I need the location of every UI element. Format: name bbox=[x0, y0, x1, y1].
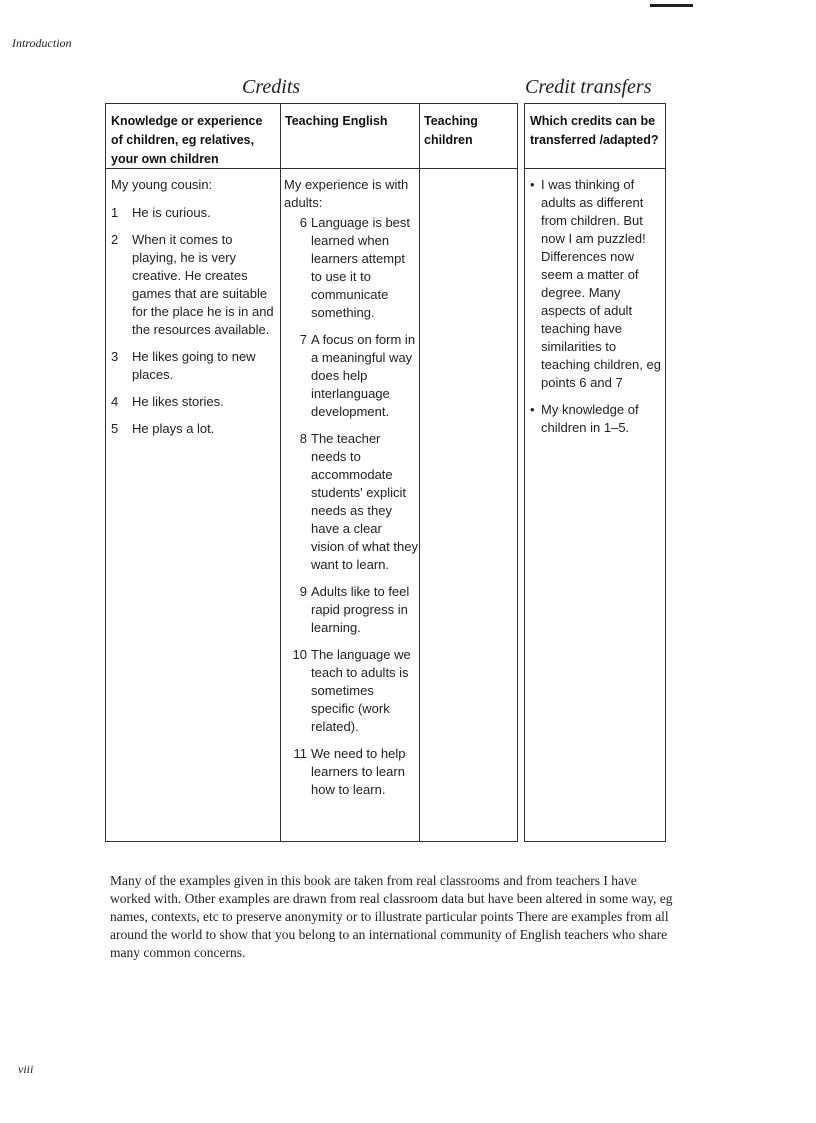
item-number: 8 bbox=[299, 431, 307, 446]
list-item bbox=[284, 214, 418, 322]
teaching-english-intro: My experience is with adults: bbox=[284, 177, 409, 210]
item-number: 10 bbox=[292, 647, 307, 662]
transfers-column bbox=[530, 176, 661, 446]
list-item bbox=[530, 401, 661, 437]
header-teaching-english: Teaching English bbox=[285, 114, 388, 128]
credits-title: Credits bbox=[242, 76, 301, 98]
item-text: Language is best learned when learners attempt to use it to communicate something. bbox=[311, 215, 411, 320]
credit-transfers-table bbox=[524, 103, 666, 842]
item-text: He likes stories. bbox=[132, 394, 224, 409]
column-divider bbox=[419, 104, 420, 841]
credit-transfers-title: Credit transfers bbox=[525, 76, 652, 98]
item-text: The teacher needs to accommodate students' explicit needs as they have a clear vision of what they want to learn. bbox=[311, 431, 418, 572]
list-item bbox=[284, 583, 418, 637]
item-text: I was thinking of adults as different from children. But now I am puzzled! Differences now seem a matter of degree. Many aspects of adult teaching have similarities to teaching children, eg points 6 and 7 bbox=[541, 177, 661, 390]
list-item bbox=[111, 348, 279, 384]
knowledge-intro: My young cousin: bbox=[111, 177, 213, 192]
item-text: My knowledge of children in 1–5. bbox=[541, 402, 639, 435]
item-number: 11 bbox=[293, 746, 307, 761]
item-text: The language we teach to adults is sometimes specific (work related). bbox=[311, 647, 411, 734]
item-text: He plays a lot. bbox=[132, 421, 215, 436]
list-item bbox=[111, 393, 279, 411]
item-number: 6 bbox=[299, 215, 307, 230]
item-text: A focus on form in a meaningful way does help interlanguage development. bbox=[311, 332, 416, 419]
item-text: He is curious. bbox=[132, 205, 211, 220]
bullet-icon: • bbox=[530, 177, 535, 192]
knowledge-column bbox=[111, 176, 279, 447]
corner-crop-mark bbox=[650, 4, 693, 7]
item-number: 3 bbox=[111, 349, 119, 364]
item-text: He likes going to new places. bbox=[132, 349, 256, 382]
header-transferable-credits: Which credits can be transferred /adapted? bbox=[530, 114, 659, 147]
credits-table bbox=[105, 103, 518, 842]
header-teaching-children: Teaching children bbox=[424, 114, 478, 147]
item-number: 4 bbox=[111, 394, 119, 409]
item-text: Adults like to feel rapid progress in learning. bbox=[311, 584, 410, 635]
list-item bbox=[111, 420, 279, 438]
list-item bbox=[111, 231, 279, 339]
header-divider bbox=[525, 168, 665, 169]
body-paragraph: Many of the examples given in this book are taken from real classrooms and from teachers I have worked with. Other examples are drawn from real classroom data but have been altered in some way, eg names, contexts, etc to preserve anonymity or to illustrate particular points There are examples from all around the world to show that you belong to an international community of English teachers who share many common concerns. bbox=[110, 872, 673, 960]
item-number: 2 bbox=[111, 232, 119, 247]
teaching-english-column bbox=[284, 176, 418, 808]
item-text: When it comes to playing, he is very creative. He creates games that are suitable for the place he is in and the resources available. bbox=[132, 232, 274, 337]
page-number: viii bbox=[18, 1062, 34, 1076]
item-number: 1 bbox=[111, 205, 119, 220]
bullet-icon: • bbox=[530, 402, 535, 417]
item-text: We need to help learners to learn how to learn. bbox=[311, 746, 406, 797]
item-number: 5 bbox=[111, 421, 119, 436]
item-number: 9 bbox=[299, 584, 307, 599]
item-number: 7 bbox=[299, 332, 307, 347]
column-divider bbox=[280, 104, 281, 841]
list-item bbox=[111, 204, 279, 222]
list-item bbox=[284, 646, 418, 736]
list-item bbox=[284, 331, 418, 421]
list-item bbox=[284, 745, 418, 799]
list-item bbox=[530, 176, 661, 392]
running-head: Introduction bbox=[12, 36, 72, 50]
list-item bbox=[284, 430, 418, 574]
header-knowledge-of-children: Knowledge or experience of children, eg relatives, your own children bbox=[111, 114, 263, 166]
